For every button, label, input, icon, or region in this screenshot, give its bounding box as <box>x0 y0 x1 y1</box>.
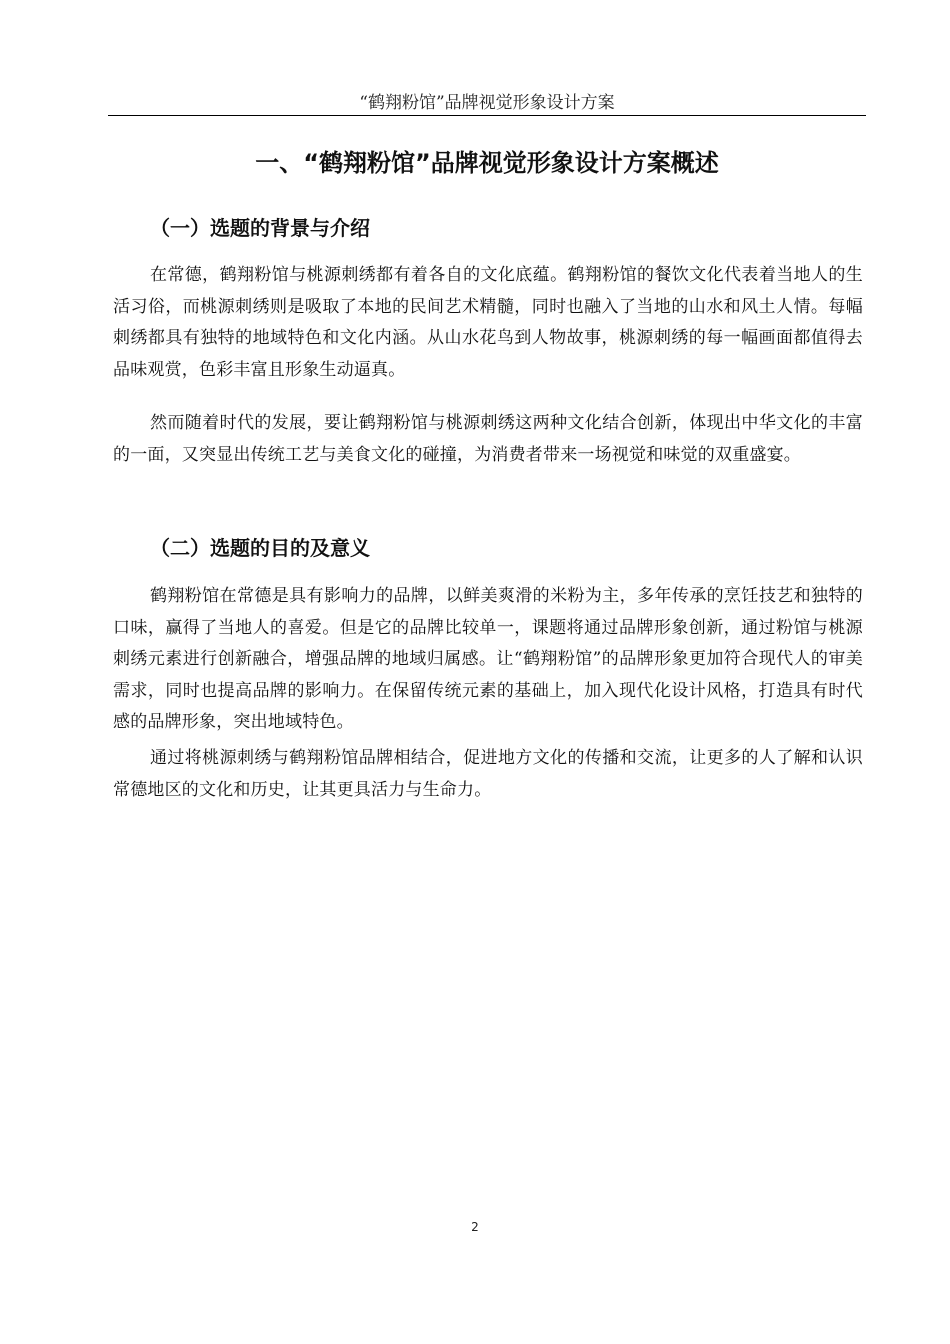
paragraph-purpose-1: 鹤翔粉馆在常德是具有影响力的品牌，以鲜美爽滑的米粉为主，多年传承的烹饪技艺和独特的口味，赢得了当地人的喜爱。但是它的品牌比较单一，课题将通过品牌形象创新，通过粉馆与桃源刺绣元素进行创新融合，增强品牌的地域归属感。让“鹤翔粉馆”的品牌形象更加符合现代人的审美需求，同时也提高品牌的影响力。在保留传统元素的基础上，加入现代化设计风格，打造具有时代感的品牌形象，突出地域特色。 <box>113 586 863 732</box>
section-heading-background: （一）选题的背景与介绍 <box>150 216 370 240</box>
page-number: 2 <box>471 1220 479 1234</box>
paragraph-purpose-2: 通过将桃源刺绣与鹤翔粉馆品牌相结合，促进地方文化的传播和交流，让更多的人了解和认识常德地区的文化和历史，让其更具活力与生命力。 <box>113 748 863 800</box>
section-heading-purpose: （二）选题的目的及意义 <box>150 536 370 560</box>
chapter-title: 一、“鹤翔粉馆”品牌视觉形象设计方案概述 <box>255 149 719 177</box>
running-header: “鹤翔粉馆”品牌视觉形象设计方案 <box>359 93 615 113</box>
paragraph-background-1: 在常德，鹤翔粉馆与桃源刺绣都有着各自的文化底蕴。鹤翔粉馆的餐饮文化代表着当地人的生活习俗，而桃源刺绣则是吸取了本地的民间艺术精髓，同时也融入了当地的山水和风土人情。每幅刺绣都具有独特的地域特色和文化内涵。从山水花鸟到人物故事，桃源刺绣的每一幅画面都值得去品味观赏，色彩丰富且形象生动逼真。 <box>113 265 863 380</box>
header-divider <box>108 115 866 116</box>
paragraph-background-2: 然而随着时代的发展，要让鹤翔粉馆与桃源刺绣这两种文化结合创新，体现出中华文化的丰富的一面，又突显出传统工艺与美食文化的碰撞，为消费者带来一场视觉和味觉的双重盛宴。 <box>113 413 863 465</box>
